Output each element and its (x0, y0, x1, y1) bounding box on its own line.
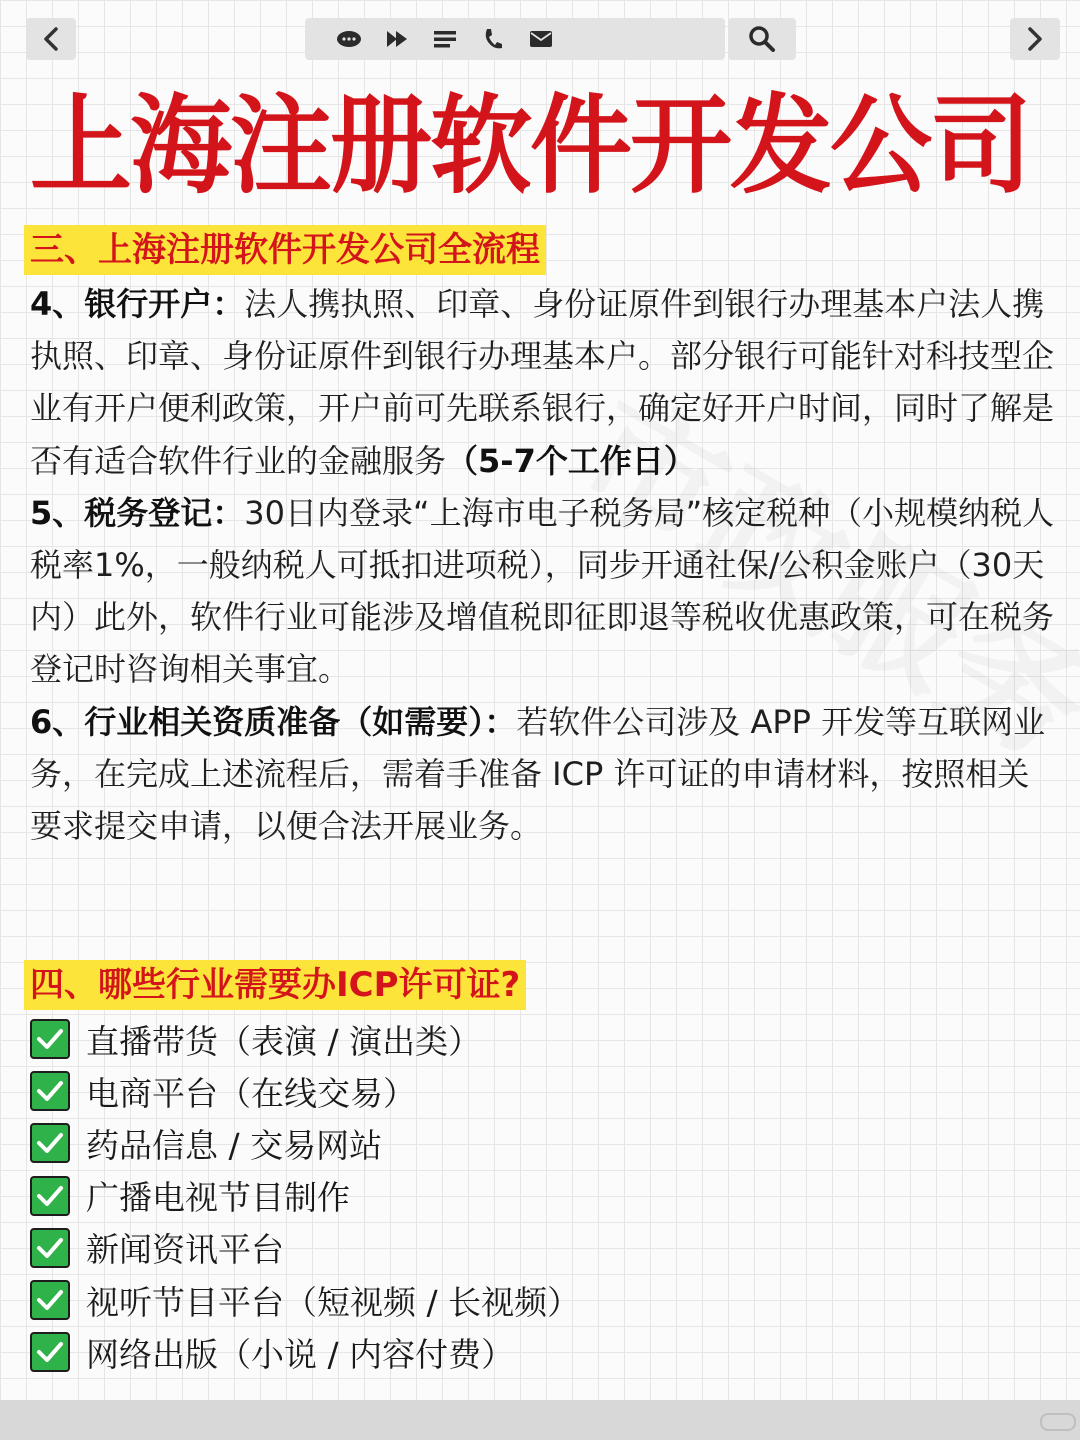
list-item-label: 药品信息 / 交易网站 (86, 1125, 383, 1165)
mail-icon[interactable] (527, 25, 555, 53)
phone-icon[interactable] (479, 25, 507, 53)
check-mark-icon (30, 1123, 70, 1163)
bottom-bar (0, 1400, 1080, 1440)
back-button[interactable] (26, 18, 76, 60)
step-duration: （5-7个工作日） (446, 441, 696, 480)
step-title: 5、税务登记： (30, 493, 245, 532)
list-item-label: 广播电视节目制作 (86, 1178, 350, 1218)
icp-industry-list (30, 1013, 580, 1378)
list-item-label: 直播带货（表演 / 演出类） (86, 1021, 482, 1061)
check-mark-icon (30, 1176, 70, 1216)
list-item (30, 1222, 580, 1274)
list-item-label: 电商平台（在线交易） (86, 1073, 416, 1113)
step-bank-account (30, 278, 1058, 487)
list-item (30, 1326, 580, 1378)
list-item-label: 新闻资讯平台 (86, 1230, 284, 1270)
step-title: 4、银行开户： (30, 285, 245, 323)
page-title: 上海注册软件开发公司 (30, 83, 1030, 209)
process-steps (30, 278, 1058, 852)
section-heading-process: 三、上海注册软件开发公司全流程 (24, 225, 546, 275)
next-button[interactable] (1010, 18, 1060, 60)
format-toolbar (305, 18, 725, 60)
list-item (30, 1117, 580, 1169)
link-icon (1040, 1413, 1076, 1431)
step-text: 法人携执照、印章、身份证原件到银行办理基本户法人携执照、印章、身份证原件到银行办理基本户。部分银行可能针对科技型企业有开户便利政策，开户前可先联系银行，确定好开户时间，同时了解是否有适合软件行业的金融服务 (30, 285, 1055, 480)
step-tax-registration (30, 487, 1058, 696)
top-toolbar (0, 0, 1080, 70)
list-item (30, 1170, 580, 1222)
check-mark-icon (30, 1332, 70, 1372)
chat-bubble-icon[interactable] (335, 25, 363, 53)
search-icon (748, 25, 776, 53)
step-text: 30日内登录“上海市电子税务局”核定税种（小规模纳税人税率1%，一般纳税人可抵扣进项税），同步开通社保/公积金账户（30天内）此外，软件行业可能涉及增值税即征即退等税收优惠政策，可在税务登记时咨询相关事宜。 (30, 493, 1055, 689)
step-qualification (30, 696, 1058, 853)
list-icon[interactable] (431, 25, 459, 53)
check-mark-icon (30, 1280, 70, 1320)
check-mark-icon (30, 1228, 70, 1268)
step-text: 若软件公司涉及 APP 开发等互联网业务，在完成上述流程后，需着手准备 ICP 许可证的申请材料，按照相关要求提交申请，以便合法开展业务。 (30, 702, 1046, 846)
chevron-left-icon (40, 26, 62, 52)
step-title: 6、行业相关资质准备（如需要）： (30, 702, 517, 741)
list-item (30, 1274, 580, 1326)
list-item-label: 视听节目平台（短视频 / 长视频） (86, 1282, 581, 1322)
check-mark-icon (30, 1071, 70, 1111)
forward-icon[interactable] (383, 25, 411, 53)
search-button[interactable] (728, 18, 796, 60)
check-mark-icon (30, 1019, 70, 1059)
list-item (30, 1065, 580, 1117)
section-heading-icp: 四、哪些行业需要办ICP许可证? (24, 960, 526, 1010)
list-item (30, 1013, 580, 1065)
list-item-label: 网络出版（小说 / 内容付费） (86, 1334, 515, 1374)
chevron-right-icon (1024, 26, 1046, 52)
